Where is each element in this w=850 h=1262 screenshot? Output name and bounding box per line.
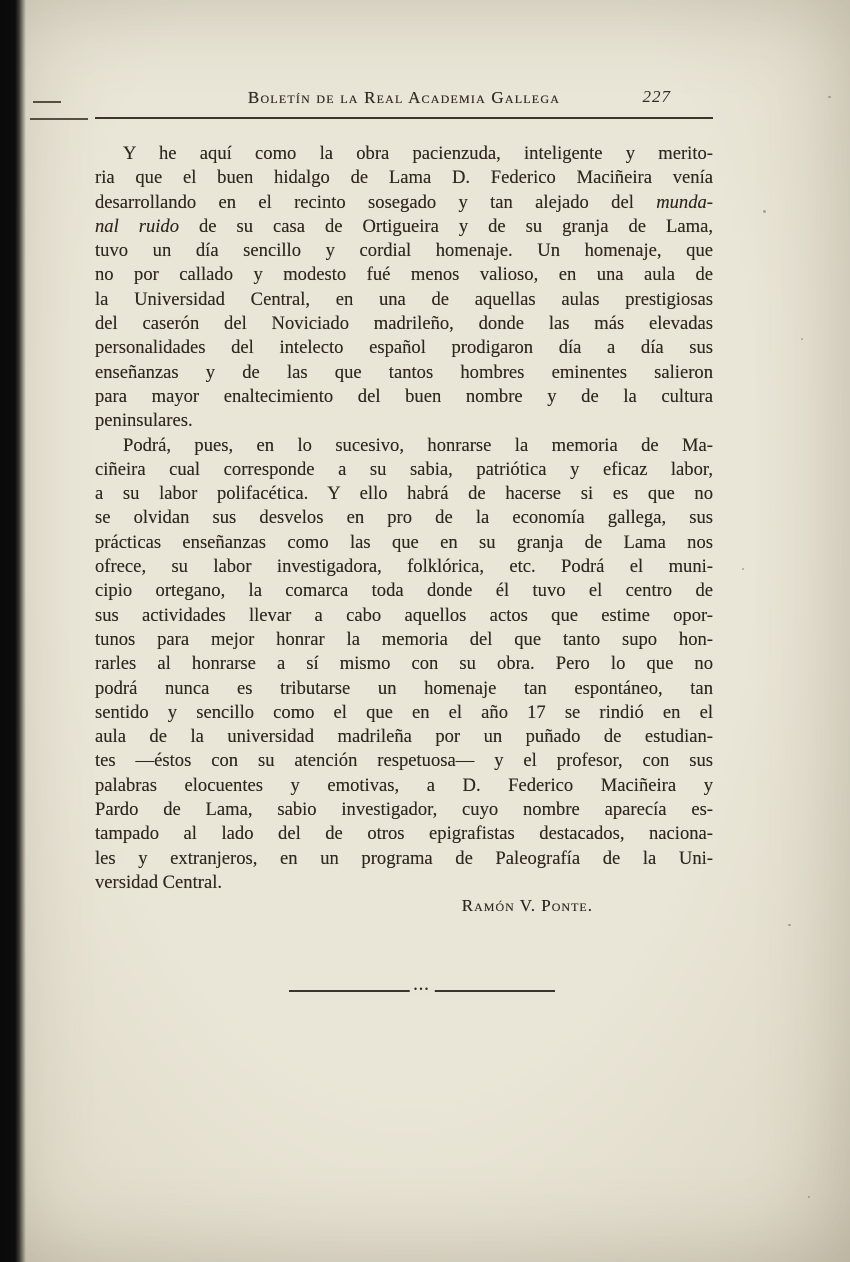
text-line: Podrá, pues, en lo sucesivo, honrarse la memoria de Ma- xyxy=(123,434,713,456)
text-line: para mayor enaltecimiento del buen nombre y de la cultura xyxy=(95,385,713,407)
text-line: peninsulares. xyxy=(95,410,193,432)
scan-speck xyxy=(763,210,766,213)
text-line: nal ruido de su casa de Ortigueira y de su granja de Lama, xyxy=(95,215,713,237)
scan-speck xyxy=(808,1196,810,1198)
text-line: podrá nunca es tributarse un homenaje tan espontáneo, tan xyxy=(95,677,713,699)
scan-speck xyxy=(801,338,803,340)
page-number: 227 xyxy=(642,87,671,106)
section-divider xyxy=(289,984,555,996)
text-line: sus actividades llevar a cabo aquellos actos que estime opor- xyxy=(95,604,713,626)
text-line: ria que el buen hidalgo de Lama D. Federico Maciñeira venía xyxy=(95,167,713,189)
scan-speck xyxy=(828,96,831,98)
text-line: ofrece, su labor investigadora, folklórica, etc. Podrá el muni- xyxy=(95,556,713,578)
text-line: la Universidad Central, en una de aquellas aulas prestigiosas xyxy=(95,288,713,310)
text-line: versidad Central. xyxy=(95,871,223,893)
text-line: tuvo un día sencillo y cordial homenaje. Un homenaje, que xyxy=(95,240,713,262)
text-line: cipio ortegano, la comarca toda donde él tuvo el centro de xyxy=(95,580,713,602)
running-header xyxy=(95,88,713,110)
text-line: prácticas enseñanzas como las que en su granja de Lama nos xyxy=(95,531,713,553)
scan-artifact-dash xyxy=(33,101,61,103)
text-line: tampado al lado del de otros epigrafistas destacados, naciona- xyxy=(95,823,713,845)
text-line: Y he aquí como la obra pacienzuda, inteligente y merito- xyxy=(123,143,713,164)
journal-title: Boletín de la Real Academia Gallega xyxy=(247,88,561,107)
text-line: tes —éstos con su atención respetuosa— y el profesor, con sus xyxy=(95,750,713,772)
paragraph xyxy=(95,434,713,896)
scan-artifact-dash xyxy=(30,118,88,120)
text-line: sentido y sencillo como el que en el año 17 se rindió en el xyxy=(95,701,713,723)
text-line: personalidades del intelecto español prodigaron día a día sus xyxy=(95,337,713,359)
book-binding-shadow xyxy=(0,0,26,1262)
text-line: aula de la universidad madrileña por un puñado de estudian- xyxy=(95,726,713,748)
text-line: rarles al honrarse a sí mismo con su obra. Pero lo que no xyxy=(95,653,713,675)
paragraph xyxy=(95,142,713,434)
header-rule xyxy=(95,117,713,119)
text-line: les y extranjeros, en un programa de Paleografía de la Uni- xyxy=(95,847,713,869)
text-line: palabras elocuentes y emotivas, a D. Federico Maciñeira y xyxy=(95,774,713,796)
text-line: ciñeira cual corresponde a su sabia, patriótica y eficaz labor, xyxy=(95,458,713,480)
text-line: del caserón del Noviciado madrileño, donde las más elevadas xyxy=(95,313,713,335)
page-content xyxy=(95,0,713,996)
scan-speck xyxy=(788,924,791,926)
divider-ornament: ••• xyxy=(410,986,435,996)
text-line: se olvidan sus desvelos en pro de la economía gallega, sus xyxy=(95,507,713,529)
text-line: desarrollando en el recinto sosegado y tan alejado del munda- xyxy=(95,191,713,213)
text-line: no por callado y modesto fué menos valioso, en una aula de xyxy=(95,264,713,286)
author-signature: Ramón V. Ponte. xyxy=(461,896,593,916)
scan-speck xyxy=(742,568,744,570)
text-line: enseñanzas y de las que tantos hombres eminentes salieron xyxy=(95,361,713,383)
text-line: Pardo de Lama, sabio investigador, cuyo nombre aparecía es- xyxy=(95,799,713,821)
article-body xyxy=(95,142,713,895)
text-line: tunos para mejor honrar la memoria del que tanto supo hon- xyxy=(95,628,713,650)
text-line: a su labor polifacética. Y ello habrá de hacerse si es que no xyxy=(95,483,713,505)
